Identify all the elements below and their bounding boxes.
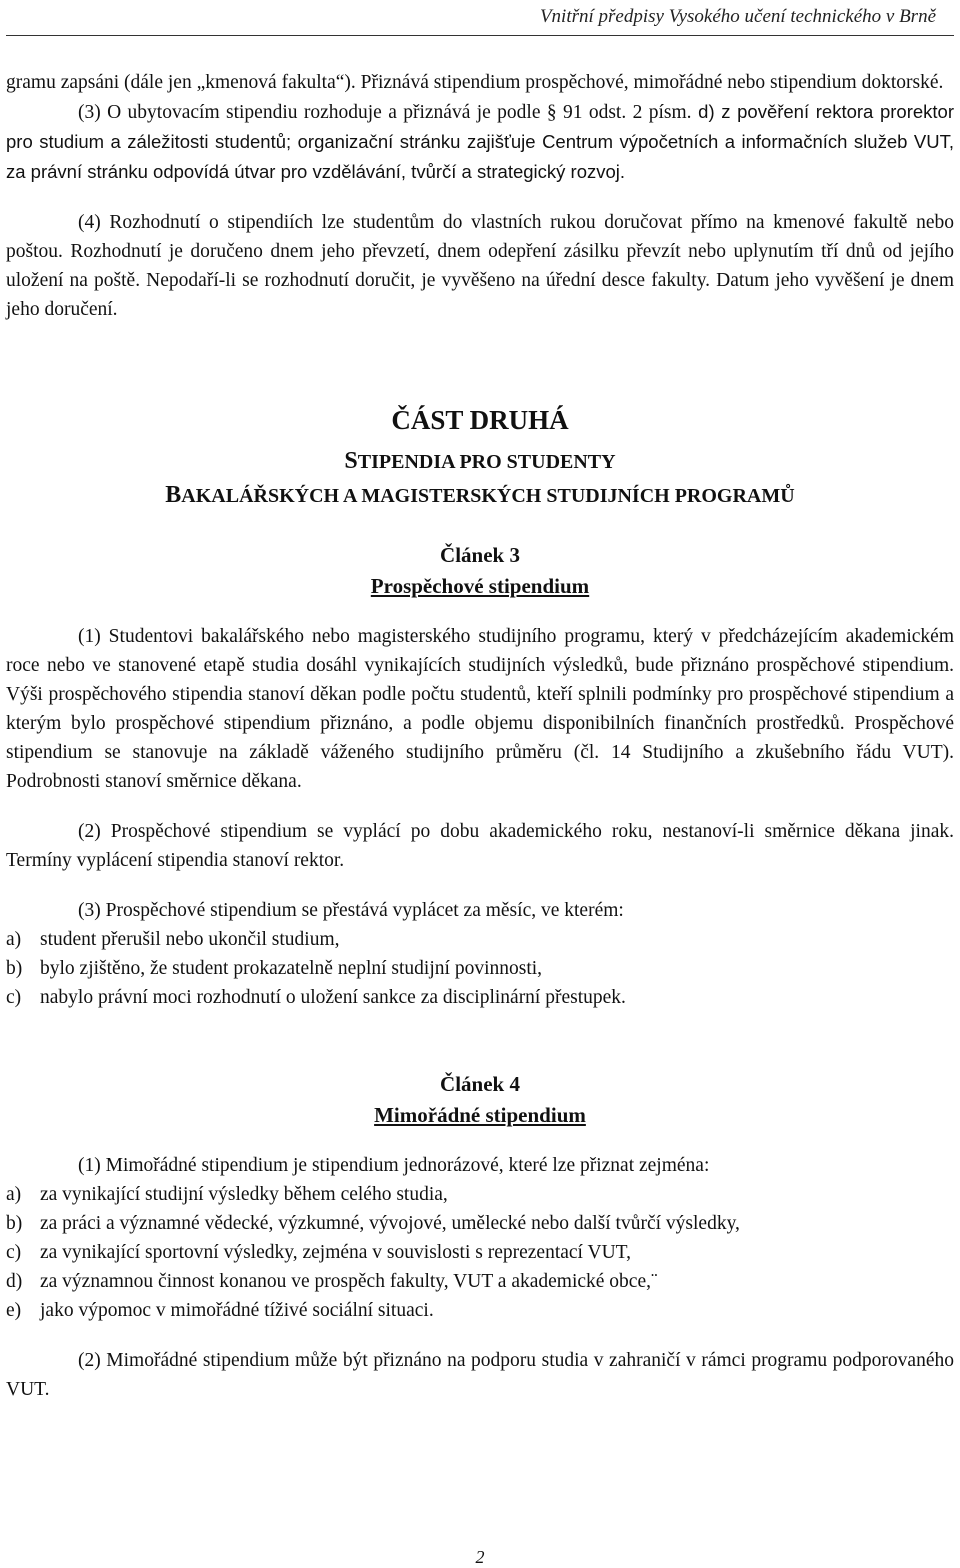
list-marker: b) <box>6 958 23 979</box>
part-subtitle-2-initial: B <box>165 482 182 508</box>
intro-paragraph-3 <box>6 97 954 187</box>
part-subtitle-2-rest: AKALÁŘSKÝCH A MAGISTERSKÝCH STUDIJNÍCH PROGRAMŮ <box>181 485 795 507</box>
article-4-list <box>6 1180 954 1325</box>
list-text: jako výpomoc v mimořádné tíživé sociální situaci. <box>40 1300 434 1321</box>
list-text: student přerušil nebo ukončil studium, <box>40 929 340 950</box>
list-text: za významnou činnost konanou ve prospěch fakulty, VUT a akademické obce,¨ <box>40 1271 658 1292</box>
list-text: za práci a významné vědecké, výzkumné, vývojové, umělecké nebo další tvůrčí výsledky, <box>40 1213 740 1234</box>
list-text: nabylo právní moci rozhodnutí o uložení sankce za disciplinární přestupek. <box>40 987 626 1008</box>
intro-paragraph-1: gramu zapsáni (dále jen „kmenová fakulta“). Přiznává stipendium prospěchové, mimořádné nebo stipendium doktorské. <box>6 72 944 93</box>
page-header <box>0 0 960 38</box>
list-item <box>6 1209 954 1238</box>
header-title: Vnitřní předpisy Vysokého učení technického v Brně <box>539 6 936 27</box>
part-title: ČÁST DRUHÁ <box>391 405 569 435</box>
part-subtitle-1 <box>6 447 954 476</box>
article-4-paragraph-2: (2) Mimořádné stipendium může být přiznáno na podporu studia v zahraničí v rámci programu podporovaného VUT. <box>6 1350 954 1400</box>
part-subtitle-1-initial: S <box>344 448 358 474</box>
intro-paragraph-3-lead: (3) O ubytovacím stipendiu rozhoduje a přiznává je podle § 91 odst. 2 písm. <box>78 102 692 123</box>
list-marker: c) <box>6 987 22 1008</box>
intro-paragraph-3-rest: d) z pověření rektora prorektor pro studium a záležitosti studentů; organizační stránku zajišťuje Centrum výpočetních a informačních služeb VUT, za právní stránku odpovídá útvar pro vzdělávání, tvůrčí a strategický rozvoj. <box>6 101 954 182</box>
part-subtitle-1-rest: TIPENDIA PRO STUDENTY <box>357 451 616 473</box>
list-item <box>6 1267 954 1296</box>
list-item <box>6 1238 954 1267</box>
article-4-number: Článek 4 <box>440 1072 520 1096</box>
list-marker: a) <box>6 929 22 950</box>
article-3-list <box>6 925 954 1012</box>
article-3-title: Prospěchové stipendium <box>370 574 590 598</box>
document-body <box>6 68 954 1404</box>
list-text: bylo zjištěno, že student prokazatelně neplní studijní povinnosti, <box>40 958 543 979</box>
list-item <box>6 1180 954 1209</box>
list-item <box>6 925 954 954</box>
list-text: za vynikající studijní výsledky během celého studia, <box>40 1184 448 1205</box>
list-item <box>6 954 954 983</box>
list-marker: d) <box>6 1271 23 1292</box>
intro-paragraph-4-lead: (4) Rozhodnutí o stipendiích lze studentům do vlastních rukou doručovat přímo na kmenové fakultě nebo poštou. <box>6 212 954 262</box>
part-subtitle-2 <box>6 481 954 510</box>
article-4-paragraph-1: (1) Mimořádné stipendium je stipendium jednorázové, které lze přiznat zejména: <box>78 1155 710 1176</box>
list-marker: c) <box>6 1242 22 1263</box>
page-number: 2 <box>475 1547 485 1567</box>
list-item <box>6 1296 954 1325</box>
article-3-paragraph-2: (2) Prospěchové stipendium se vyplácí po dobu akademického roku, nestanoví-li směrnice děkana jinak. Termíny vyplácení stipendia stanoví rektor. <box>6 821 954 871</box>
intro-paragraph-4 <box>6 208 954 324</box>
article-3-number: Článek 3 <box>440 543 520 567</box>
list-marker: a) <box>6 1184 22 1205</box>
list-marker: e) <box>6 1300 22 1321</box>
list-text: za vynikající sportovní výsledky, zejména v souvislosti s reprezentací VUT, <box>40 1242 631 1263</box>
list-marker: b) <box>6 1213 23 1234</box>
list-item <box>6 983 954 1012</box>
article-3-paragraph-1: (1) Studentovi bakalářského nebo magisterského studijního programu, který v předcházejícím akademickém roce nebo ve stanovené etapě studia dosáhl vynikajících studijních výsledků, bude přiznáno prospěchové stipendium. Výši prospěchového stipendia stanoví děkan podle počtu studentů, kteří splnili podmínky pro prospěchové stipendium a kterým bylo prospěchové stipendium přiznáno, a podle objemu disponibilních finančních prostředků. Prospěchové stipendium se stanovuje na základě váženého studijního průměru (čl. 14 Studijního a zkušebního řádu VUT). Podrobnosti stanoví směrnice děkana. <box>6 626 954 792</box>
header-rule <box>6 35 954 36</box>
intro-paragraph-4-rest: Rozhodnutí je doručeno dnem jeho převzetí, dnem odepření zásilku převzít nebo uplynutím tří dnů od jejího uložení na poště. Nepodaří-li se rozhodnutí doručit, je vyvěšeno na úřední desce fakulty. Datum jeho vyvěšení je dnem jeho doručení. <box>6 241 955 320</box>
article-3-paragraph-3: (3) Prospěchové stipendium se přestává vyplácet za měsíc, ve kterém: <box>78 900 624 921</box>
article-4-title: Mimořádné stipendium <box>374 1103 586 1127</box>
